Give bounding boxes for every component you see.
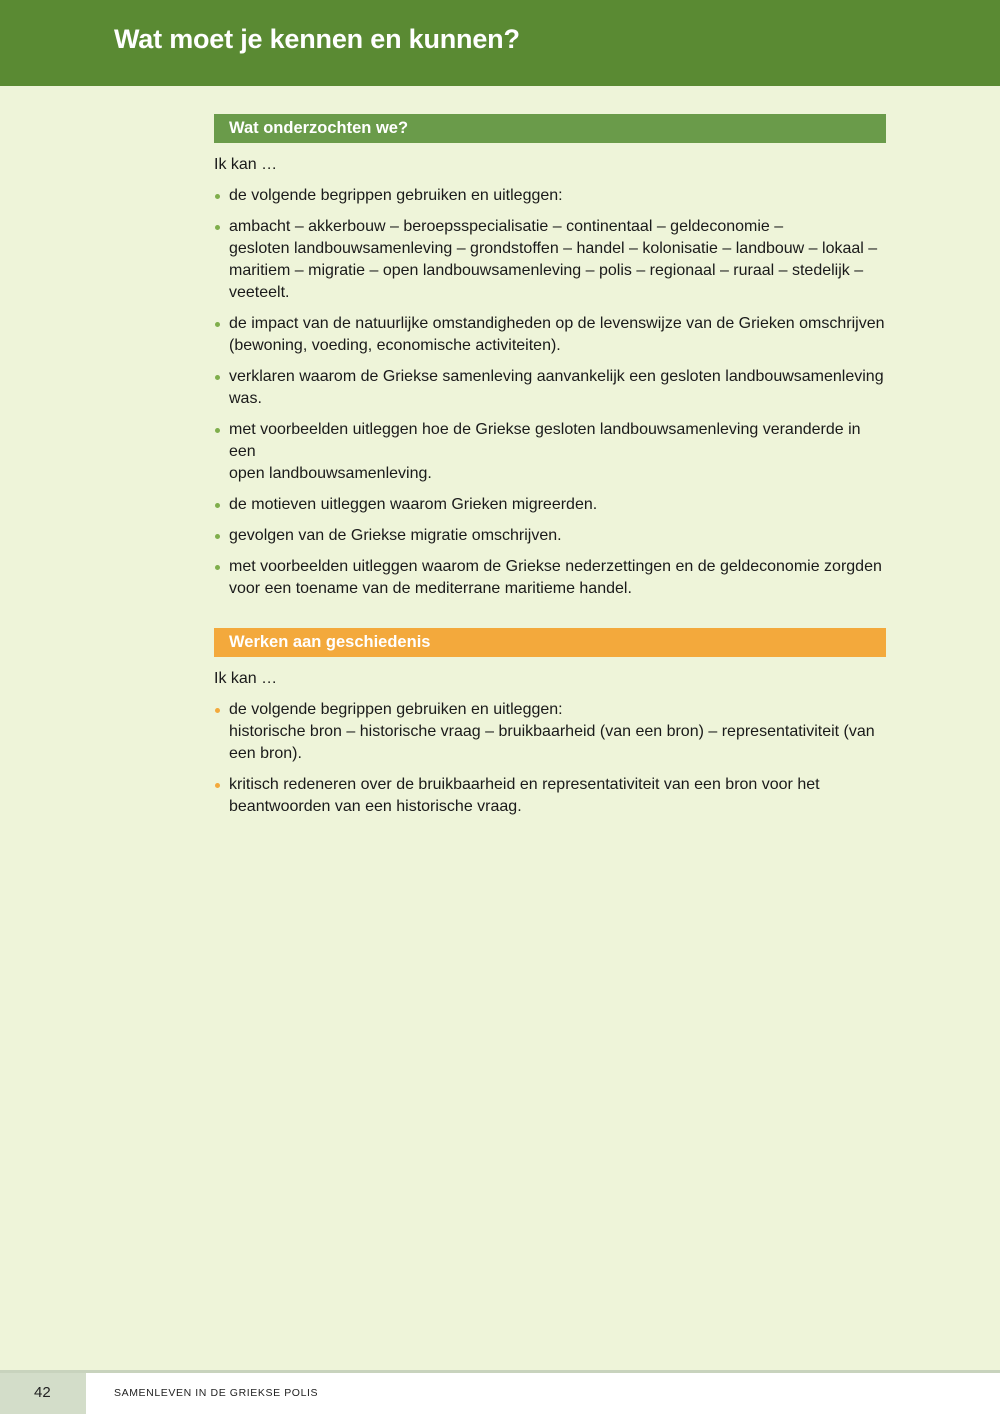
bullet-dot-icon: [215, 322, 220, 327]
list-item-line: kritisch redeneren over de bruikbaarheid en representativiteit van een bron voor het: [229, 776, 820, 793]
page-number: 42: [34, 1384, 51, 1401]
bullet-dot-icon: [215, 565, 220, 570]
list-item-line: ambacht – akkerbouw – beroepsspecialisatie – continentaal – geldeconomie –: [229, 218, 784, 235]
bullet-dot-icon: [215, 534, 220, 539]
bullet-dot-icon: [215, 783, 220, 788]
running-title-box: [86, 1373, 1000, 1414]
section-heading-wat-onderzochten: Wat onderzochten we?: [214, 114, 886, 143]
list-item-line: gevolgen van de Griekse migratie omschrijven.: [229, 527, 562, 544]
list-item-line: verklaren waarom de Griekse samenleving aanvankelijk een gesloten landbouwsamenleving was.: [229, 368, 884, 407]
page-number-box: [0, 1373, 86, 1414]
section1-bullet-list: [214, 185, 886, 600]
bullet-dot-icon: [215, 708, 220, 713]
list-item-line: de volgende begrippen gebruiken en uitleggen:: [229, 187, 563, 204]
list-item-line: maritiem – migratie – open landbouwsamenleving – polis – regionaal – ruraal – stedelijk –: [229, 262, 864, 279]
header-bar: [0, 0, 1000, 86]
list-item-line: de volgende begrippen gebruiken en uitleggen:: [229, 701, 563, 718]
list-item: [214, 494, 886, 516]
list-item-line: gesloten landbouwsamenleving – grondstoffen – handel – kolonisatie – landbouw – lokaal –: [229, 240, 878, 257]
list-item-line: (bewoning, voeding, economische activiteiten).: [229, 337, 561, 354]
list-item-line: beantwoorden van een historische vraag.: [229, 798, 522, 815]
section-heading-werken-aan-geschiedenis: Werken aan geschiedenis: [214, 628, 886, 657]
list-item: [214, 556, 886, 600]
section2-bullet-list: [214, 699, 886, 818]
list-item: [214, 774, 886, 818]
section2-intro: Ik kan …: [214, 670, 278, 687]
bullet-dot-icon: [215, 503, 220, 508]
list-item-line: veeteelt.: [229, 284, 290, 301]
list-item-line: historische bron – historische vraag – bruikbaarheid (van een bron) – representativiteit (van: [229, 723, 875, 740]
list-item-line: met voorbeelden uitleggen waarom de Griekse nederzettingen en de geldeconomie zorgden: [229, 558, 882, 575]
section1-intro: Ik kan …: [214, 156, 278, 173]
main-content: [214, 114, 886, 827]
list-item-line: de impact van de natuurlijke omstandigheden op de levenswijze van de Grieken omschrijven: [229, 315, 885, 332]
list-item-line: een bron).: [229, 745, 302, 762]
list-item: [214, 185, 886, 207]
bullet-dot-icon: [215, 194, 220, 199]
list-item-line: de motieven uitleggen waarom Grieken migreerden.: [229, 496, 598, 513]
list-item: [214, 366, 886, 410]
running-title: SAMENLEVEN IN DE GRIEKSE POLIS: [114, 1387, 319, 1399]
bullet-dot-icon: [215, 225, 220, 230]
list-item-line: open landbouwsamenleving.: [229, 465, 432, 482]
list-item: [214, 419, 886, 485]
page-title: Wat moet je kennen en kunnen?: [114, 24, 520, 54]
footer: [0, 1370, 1000, 1414]
list-item: [214, 216, 886, 304]
list-item-line: voor een toename van de mediterrane maritieme handel.: [229, 580, 632, 597]
list-item: [214, 699, 886, 765]
list-item: [214, 525, 886, 547]
list-item: [214, 313, 886, 357]
bullet-dot-icon: [215, 428, 220, 433]
bullet-dot-icon: [215, 375, 220, 380]
list-item-line: met voorbeelden uitleggen hoe de Griekse gesloten landbouwsamenleving veranderde in een: [229, 421, 861, 460]
